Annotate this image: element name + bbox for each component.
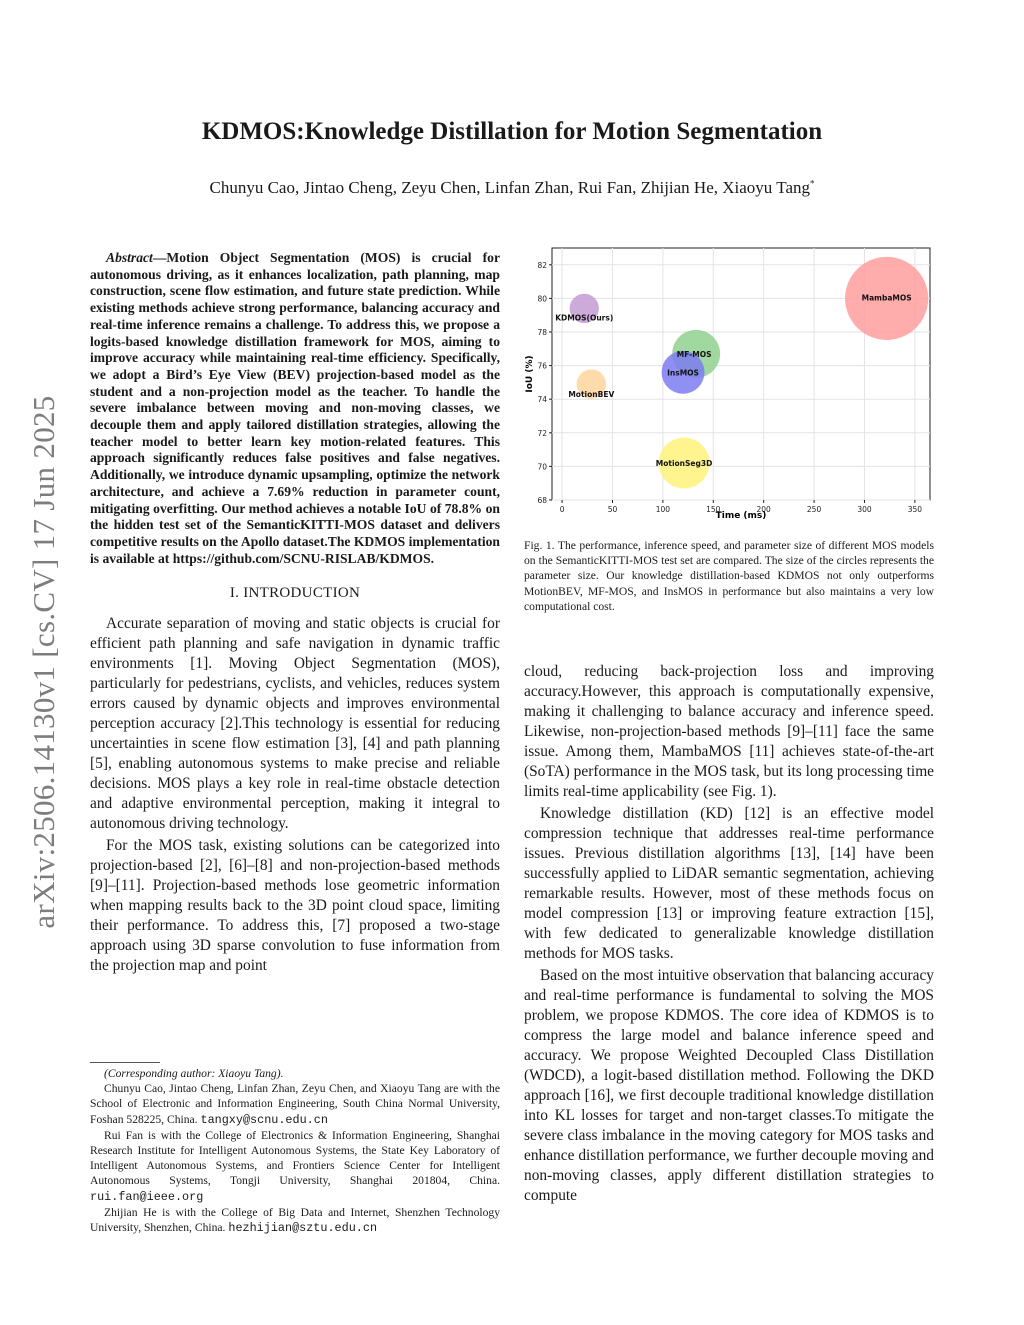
- intro-left-body: [90, 614, 500, 976]
- affiliation-text: Zhijian He is with the College of Big Data and Internet, Shenzhen Technology University, Shenzhen, China.: [90, 1205, 500, 1235]
- affiliation-text: Chunyu Cao, Jintao Cheng, Linfan Zhan, Zeyu Chen, and Xiaoyu Tang are with the School of Electronic and Information Engineering, South China Normal University, Foshan 528225, China.: [90, 1082, 500, 1126]
- bubble-label: MambaMOS: [861, 293, 912, 303]
- corresponding-author: (Corresponding author: Xiaoyu Tang).: [104, 1067, 284, 1080]
- arxiv-id-text: arXiv:2506.14130v1 [cs.CV] 17 Jun 2025: [26, 395, 61, 929]
- y-tick-label: 76: [537, 361, 547, 371]
- x-tick-label: 0: [559, 505, 565, 514]
- email-link[interactable]: hezhijian@sztu.edu.cn: [228, 1221, 378, 1236]
- bubble-label: InsMOS: [667, 368, 699, 378]
- author-list: [0, 178, 1024, 198]
- email-link[interactable]: rui.fan@ieee.org: [90, 1189, 204, 1204]
- x-tick-label: 350: [907, 505, 923, 514]
- y-tick-label: 78: [537, 328, 547, 337]
- x-tick-label: 150: [706, 505, 721, 514]
- y-tick-label: 72: [537, 428, 547, 438]
- intro-paragraph: Accurate separation of moving and static objects is crucial for efficient path planning and safe navigation in dynamic traffic environments [1]. Moving Object Segmentation (MOS), particularly for pedestrians, cyclists, and vehicles, reduces system errors caused by dynamic objects and improves environmental perception accuracy [2].This technology is essential for reducing uncertainties in scene flow estimation [3], [4] and path planning [5], enabling autonomous systems to make precise and reliable decisions. MOS plays a key role in real-time obstacle detection and adaptive environmental perception, making it integral to autonomous driving technology.: [90, 615, 500, 833]
- bubble-label: MotionSeg3D: [655, 459, 713, 469]
- email-link[interactable]: tangxy@scnu.edu.cn: [200, 1112, 328, 1127]
- footnote-rule: [90, 1062, 160, 1063]
- bubble-label: KDMOS(Ours): [555, 313, 614, 323]
- author-names: Chunyu Cao, Jintao Cheng, Zeyu Chen, Linfan Zhan, Rui Fan, Zhijian He, Xiaoyu Tang: [209, 178, 810, 197]
- footnote-affiliation: [90, 1081, 500, 1128]
- x-tick-label: 50: [607, 505, 618, 514]
- abstract: [90, 250, 500, 567]
- x-tick-label: 100: [655, 505, 671, 514]
- y-axis-label: IoU (%): [525, 355, 535, 393]
- y-tick-label: 74: [537, 395, 547, 405]
- y-tick-label: 80: [537, 294, 547, 304]
- x-axis-label: Time (ms): [715, 511, 767, 521]
- footnote-affiliation: [90, 1205, 500, 1236]
- section-heading: I. INTRODUCTION: [229, 585, 361, 602]
- figure-1-chart: [520, 244, 936, 526]
- intro-paragraph: cloud, reducing back-projection loss and improving accuracy.However, this approach is computationally expensive, making it challenging to balance accuracy and inference speed. Likewise, non-projection-based methods [9]–[11] face the same issue. Among them, MambaMOS [11] achieves state-of-the-art (SoTA) performance in the MOS task, but its long processing time limits real-time applicability (see Fig. 1).: [524, 663, 934, 800]
- intro-paragraph: Knowledge distillation (KD) [12] is an effective model compression technique that addresses real-time performance issues. Previous distillation algorithms [13], [14] have been successfully applied to LiDAR semantic segmentation, achieving remarkable results. However, most of these methods focus on model compression [13] or improving feature extraction [15], with few dedicated to generalizable knowledge distillation methods for MOS tasks.: [524, 805, 934, 962]
- figure-caption: Fig. 1. The performance, inference speed, and parameter size of different MOS models on the SemanticKITTI-MOS test set are compared. The size of the circles represents the parameter size. Our knowledge distillation-based KDMOS not only outperforms MotionBEV, MF-MOS, and InsMOS in performance but also maintains a very low computational cost.: [524, 539, 934, 613]
- author-mark: *: [810, 178, 815, 189]
- x-tick-label: 200: [756, 505, 771, 514]
- footnote-affiliation: [90, 1128, 500, 1205]
- intro-paragraph: Based on the most intuitive observation that balancing accuracy and real-time performance is fundamental to solving the MOS problem, we propose KDMOS. The core idea of KDMOS is to compress the large model and balance inference speed and accuracy. We propose Weighted Decoupled Class Distillation (WDCD), a logit-based distillation method. Following the DKD approach [16], we first decouple traditional knowledge distillation into KL losses for target and non-target classes.To mitigate the severe class imbalance in the moving category for MOS tasks and enhance distillation performance, we further decouple moving and non-moving classes, apply different distillation strategies to compute: [524, 967, 934, 1204]
- bubble-label: MotionBEV: [568, 390, 615, 400]
- x-tick-label: 300: [857, 505, 872, 514]
- abstract-label: Abstract: [106, 250, 153, 265]
- paper-title: KDMOS:Knowledge Distillation for Motion Segmentation: [201, 118, 823, 145]
- y-tick-label: 82: [537, 260, 547, 270]
- intro-paragraph: For the MOS task, existing solutions can be categorized into projection-based [2], [6]–[8] and non-projection-based methods [9]–[11]. Projection-based methods lose geometric information when mapping results back to the 3D point cloud space, limiting their performance. To address this, [7] proposed a two-stage approach using 3D sparse convolution to fuse information from the projection map and point: [90, 837, 500, 975]
- left-column: [90, 250, 500, 978]
- right-column: [524, 662, 934, 1208]
- y-tick-label: 68: [537, 496, 547, 505]
- bubble-label: MF-MOS: [676, 349, 712, 359]
- abstract-text: —Motion Object Segmentation (MOS) is crucial for autonomous driving, as it enhances localization, path planning, map construction, scene flow estimation, and future state prediction. While existing methods achieve strong performance, balancing accuracy and real-time inference remains a challenge. To address this, we propose a logits-based knowledge distillation framework for MOS, aiming to improve accuracy while maintaining real-time efficiency. Specifically, we adopt a Bird’s Eye View (BEV) projection-based model as the student and a non-projection model as the teacher. To handle the severe imbalance between moving and non-moving classes, we decouple them and apply tailored distillation strategies, allowing the teacher model to better learn key motion-related features. This approach significantly reduces false positives and false negatives. Additionally, we introduce dynamic upsampling, optimize the network architecture, and achieve a 7.69% reduction in parameter count, mitigating overfitting. Our method achieves a notable IoU of 78.8% on the hidden test set of the SemanticKITTI-MOS dataset and delivers competitive results on the Apollo dataset.The KDMOS implementation is available at https://github.com/SCNU-RISLAB/KDMOS.: [90, 250, 500, 566]
- y-tick-label: 70: [537, 462, 547, 472]
- footnotes: [90, 1062, 500, 1236]
- x-tick-label: 250: [806, 505, 822, 514]
- footnote-corresponding: [90, 1066, 500, 1081]
- affiliation-text: Rui Fan is with the College of Electronics & Information Engineering, Shanghai Research Institute for Intelligent Autonomous Systems, the State Key Laboratory of Intelligent Autonomous Systems, and Frontiers Science Center for Intelligent Autonomous Systems, Tongji University, Shanghai 201804, China.: [90, 1128, 500, 1188]
